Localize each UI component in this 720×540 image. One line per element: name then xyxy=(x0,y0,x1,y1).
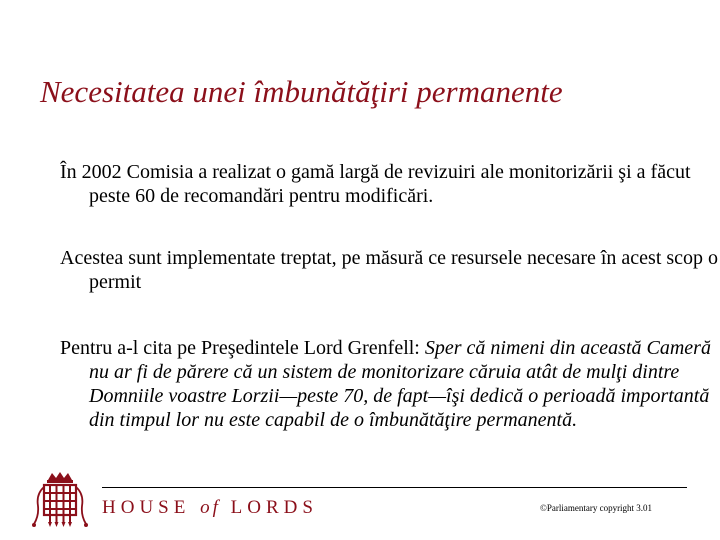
quote-text: Sper că nimeni din această Cameră nu ar fi de părere că un sistem de monitorizare căruia atât de mulţi dintre Domniile voastre Lorzii—peste 70, de fapt—îşi dedică o perioadă importantă din timpul lor nu este capabil de o îmbunătăţire permanentă. xyxy=(89,337,711,431)
house-of-lords-wordmark xyxy=(102,497,318,519)
footer-divider xyxy=(102,487,687,488)
slide-title: Necesitatea unei îmbunătăţiri permanente xyxy=(40,74,563,109)
paragraph-quote xyxy=(60,336,719,432)
quote-lead: Pentru a-l cita pe Preşedintele Lord Grenfell: xyxy=(60,337,425,359)
brand-house: HOUSE xyxy=(102,497,191,518)
paragraph-implementation: Acestea sunt implementate treptat, pe măsură ce resursele necesare în acest scop o permit xyxy=(60,247,719,293)
brand-of: of xyxy=(200,497,221,518)
paragraph-revisions: În 2002 Comisia a realizat o gamă largă de revizuiri ale monitorizării şi a făcut peste 60 de recomandări pentru modificări. xyxy=(60,161,691,207)
brand-lords: LORDS xyxy=(230,497,318,518)
copyright-notice: ©Parliamentary copyright 3.01 xyxy=(540,503,653,513)
portcullis-icon xyxy=(30,470,90,530)
